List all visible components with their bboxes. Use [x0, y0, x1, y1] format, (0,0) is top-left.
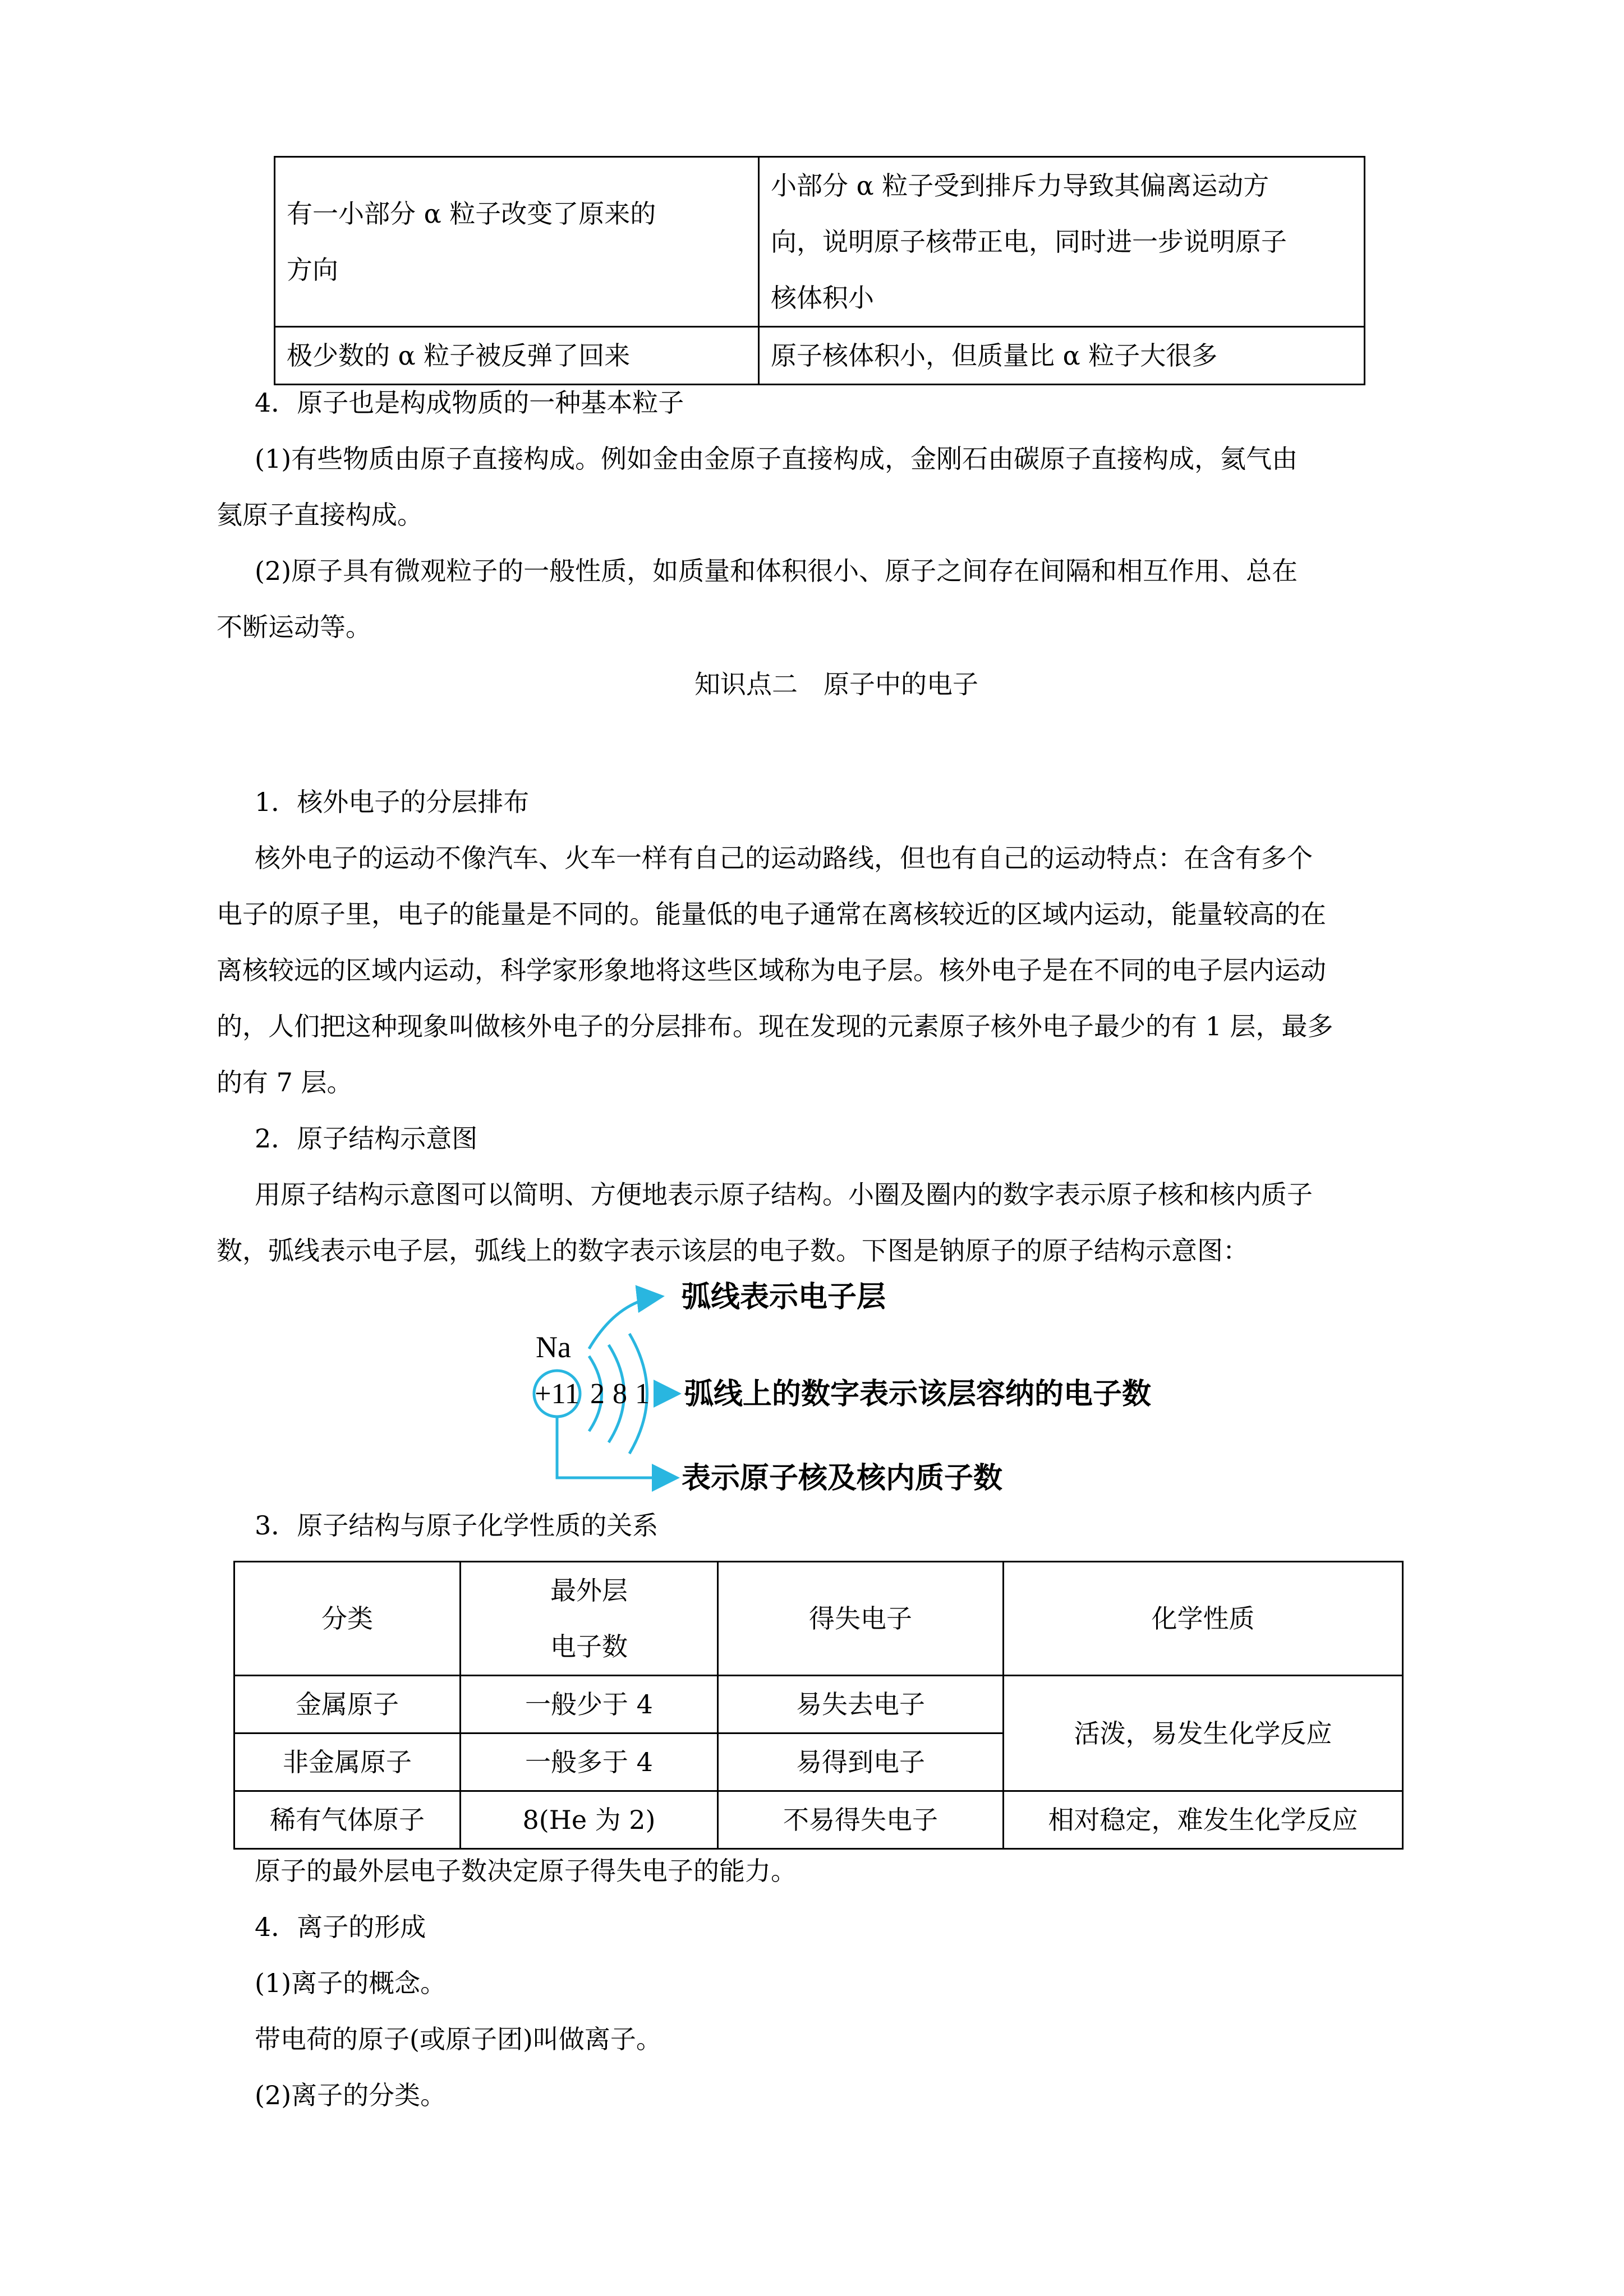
- cell-line: 小部分 α 粒子受到排斥力导致其偏离运动方: [771, 170, 1269, 201]
- paragraph-line: 不断运动等。: [217, 612, 371, 642]
- paragraph-line: 核外电子的运动不像汽车、火车一样有自己的运动路线，但也有自己的运动特点：在含有多个: [255, 843, 1313, 873]
- table-cell: 易失去电子: [718, 1676, 1004, 1733]
- shell-electron-count: 1: [635, 1378, 650, 1410]
- header-line: 电子数: [550, 1631, 628, 1662]
- paragraph-line: 电子的原子里，电子的能量是不同的。能量低的电子通常在离核较近的区域内运动，能量较高的在: [217, 899, 1326, 929]
- arrow-shell: [589, 1297, 659, 1349]
- cell-line: 核体积小: [771, 283, 874, 313]
- alpha-scattering-table: [274, 156, 1365, 385]
- table-cell: [759, 157, 1365, 327]
- paragraph-line: 的有 7 层。: [217, 1067, 353, 1098]
- section-heading: 4．离子的形成: [255, 1912, 426, 1942]
- table-cell: 金属原子: [234, 1676, 461, 1733]
- label-numbers: 弧线上的数字表示该层容纳的电子数: [684, 1377, 1152, 1411]
- paragraph-line: (2)原子具有微观粒子的一般性质，如质量和体积很小、原子之间存在间隔和相互作用、总在: [255, 556, 1298, 586]
- subsection-heading: (1)离子的概念。: [255, 1968, 447, 1998]
- shell-electron-count: 8: [613, 1378, 627, 1410]
- paragraph-line: 氦原子直接构成。: [217, 500, 423, 530]
- table-cell: 一般少于 4: [461, 1676, 718, 1733]
- section-heading: 4．原子也是构成物质的一种基本粒子: [255, 388, 684, 418]
- section-heading: 3．原子结构与原子化学性质的关系: [255, 1510, 659, 1541]
- cell-line: 极少数的 α 粒子被反弹了回来: [287, 340, 631, 371]
- header-cell: 得失电子: [718, 1562, 1004, 1676]
- paragraph-line: 的，人们把这种现象叫做核外电子的分层排布。现在发现的元素原子核外电子最少的有 1 层，最多: [217, 1011, 1333, 1041]
- label-shell: 弧线表示电子层: [682, 1280, 886, 1314]
- table-row: [234, 1676, 1403, 1733]
- cell-line: 方向: [287, 255, 338, 285]
- section-heading: 1．核外电子的分层排布: [255, 787, 530, 817]
- nucleus-charge: +11: [535, 1378, 579, 1410]
- table-cell: 非金属原子: [234, 1733, 461, 1791]
- sodium-atom-structure-diagram: [505, 1279, 1234, 1503]
- table-cell: 相对稳定，难发生化学反应: [1004, 1791, 1403, 1849]
- table-cell: 易得到电子: [718, 1733, 1004, 1791]
- paragraph-line: 数，弧线表示电子层，弧线上的数字表示该层的电子数。下图是钠原子的原子结构示意图：: [217, 1235, 1249, 1266]
- paragraph-line: 带电荷的原子(或原子团)叫做离子。: [255, 2024, 662, 2054]
- table-row: [275, 157, 1365, 327]
- paragraph-line: (1)有些物质由原子直接构成。例如金由金原子直接构成，金刚石由碳原子直接构成，氦气由: [255, 444, 1298, 474]
- subsection-heading: (2)离子的分类。: [255, 2080, 447, 2110]
- section-heading: 2．原子结构示意图: [255, 1123, 478, 1154]
- paragraph-line: 离核较远的区域内运动，科学家形象地将这些区域称为电子层。核外电子是在不同的电子层内运动: [217, 955, 1326, 985]
- shell-electron-count: 2: [590, 1378, 605, 1410]
- cell-line: 向，说明原子核带正电，同时进一步说明原子: [771, 227, 1287, 257]
- table-header-row: [234, 1562, 1403, 1676]
- table-cell: [275, 157, 759, 327]
- paragraph-line: 原子的最外层电子数决定原子得失电子的能力。: [255, 1856, 797, 1886]
- cell-line: 原子核体积小，但质量比 α 粒子大很多: [771, 340, 1218, 371]
- table-row: [234, 1791, 1403, 1849]
- table-cell: [759, 327, 1365, 385]
- header-cell: [461, 1562, 718, 1676]
- atom-structure-properties-table: [233, 1561, 1404, 1850]
- header-line: 最外层: [550, 1575, 628, 1606]
- table-cell: 不易得失电子: [718, 1791, 1004, 1849]
- header-cell: 化学性质: [1004, 1562, 1403, 1676]
- paragraph-line: 用原子结构示意图可以简明、方便地表示原子结构。小圈及圈内的数字表示原子核和核内质子: [255, 1179, 1313, 1210]
- cell-line: 有一小部分 α 粒子改变了原来的: [287, 199, 656, 229]
- table-cell-merged: 活泼，易发生化学反应: [1004, 1676, 1403, 1791]
- label-nucleus: 表示原子核及核内质子数: [682, 1461, 1003, 1495]
- knowledge-point-title: 知识点二 原子中的电子: [694, 669, 978, 699]
- header-cell: 分类: [234, 1562, 461, 1676]
- table-cell: 一般多于 4: [461, 1733, 718, 1791]
- element-symbol: Na: [536, 1330, 571, 1364]
- arrow-nucleus: [557, 1417, 674, 1478]
- table-cell: 稀有气体原子: [234, 1791, 461, 1849]
- table-cell: 8(He 为 2): [461, 1791, 718, 1849]
